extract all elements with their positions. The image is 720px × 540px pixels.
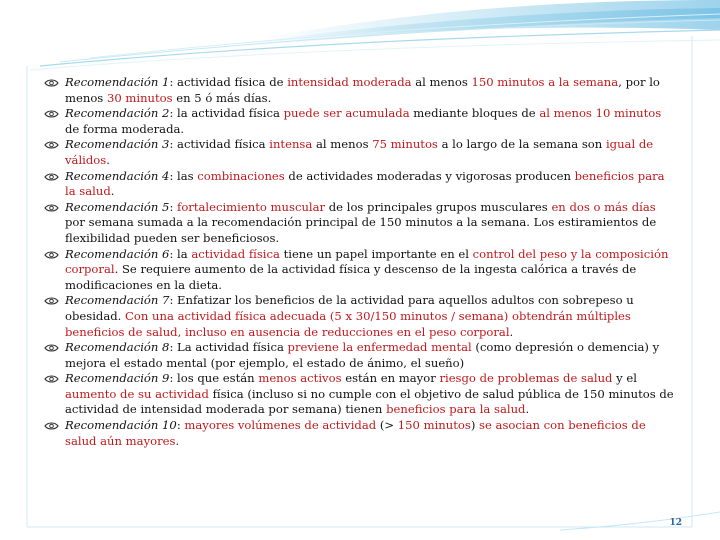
text-segment: : actividad física de <box>169 75 288 89</box>
recommendation-text <box>65 340 659 370</box>
eye-bullet-icon <box>44 109 59 119</box>
text-segment: . Se requiere aumento de la actividad física y descenso de la ingesta calórica a través de modificaciones en la dieta. <box>65 262 637 292</box>
highlighted-text: 150 minutos <box>397 418 471 433</box>
highlighted-text: 75 minutos <box>372 137 438 152</box>
recommendation-label: Recomendación 7 <box>65 293 170 308</box>
text-segment: por semana sumada a la recomendación principal de 150 minutos a la semana. Los estiramientos de flexibilidad pueden ser beneficiosos. <box>65 215 657 245</box>
text-segment: tiene un papel importante en el <box>279 246 473 261</box>
recommendations-content <box>44 75 676 449</box>
text-segment: al menos <box>411 75 472 89</box>
eye-bullet-icon <box>44 343 59 353</box>
recommendation-text <box>65 371 674 416</box>
text-segment: física (incluso si no cumple con el objetivo de salud pública de 150 minutos de actividad de intensidad moderada por semana) tienen <box>65 386 674 417</box>
text-segment: : los que están <box>169 371 259 386</box>
text-segment: de forma moderada. <box>65 121 185 136</box>
text-segment: (> <box>376 418 398 433</box>
highlighted-text: 150 minutos a la semana <box>471 75 619 89</box>
recommendation-label: Recomendación 3 <box>65 137 170 152</box>
recommendation-label: Recomendación 1 <box>65 75 170 89</box>
highlighted-text: igual de válidos <box>65 137 654 167</box>
recommendation-label: Recomendación 5 <box>65 199 170 214</box>
page-number: 12 <box>669 518 682 528</box>
highlighted-text: beneficios para la salud <box>386 402 526 417</box>
recommendation-label: Recomendación 2 <box>65 106 170 121</box>
text-segment: están en mayor <box>341 371 440 386</box>
text-segment: (como depresión o demencia) y mejora el estado mental (por ejemplo, el estado de ánimo, el sueño) <box>65 340 660 370</box>
highlighted-text: al menos 10 minutos <box>539 106 662 121</box>
text-segment: : las <box>169 168 198 183</box>
text-segment: y el <box>612 371 637 386</box>
highlighted-text: puede ser acumulada <box>283 106 410 121</box>
recommendation-item <box>44 106 676 137</box>
recommendation-label: Recomendación 9 <box>65 371 170 386</box>
recommendation-text <box>65 169 665 199</box>
recommendation-text <box>65 75 660 105</box>
recommendation-item <box>44 418 676 449</box>
eye-bullet-icon <box>44 296 59 306</box>
recommendations-list <box>44 75 676 449</box>
text-segment: . <box>175 433 180 448</box>
recommendation-item <box>44 340 676 371</box>
text-segment: al menos <box>312 137 373 152</box>
eye-bullet-icon <box>44 421 59 431</box>
highlighted-text: control del peso y la composición corporal <box>65 246 669 277</box>
text-segment: ) <box>470 418 480 433</box>
text-segment: . <box>509 324 514 339</box>
text-segment: , por lo menos <box>65 75 660 105</box>
recommendation-text <box>65 200 656 245</box>
highlighted-text: combinaciones <box>197 168 285 183</box>
recommendation-item <box>44 293 676 340</box>
eye-bullet-icon <box>44 172 59 182</box>
text-segment: de los principales grupos musculares <box>325 199 552 214</box>
recommendation-item <box>44 75 676 106</box>
highlighted-text: beneficios para la salud <box>65 168 665 199</box>
eye-bullet-icon <box>44 140 59 150</box>
text-segment: . <box>525 402 530 417</box>
recommendation-text <box>65 137 653 167</box>
recommendation-label: Recomendación 4 <box>65 168 170 183</box>
text-segment: en 5 ó más días. <box>172 90 272 105</box>
highlighted-text: menos activos <box>258 371 342 386</box>
highlighted-text: actividad física <box>191 246 280 261</box>
highlighted-text: riesgo de problemas de salud <box>439 371 613 386</box>
highlighted-text: intensidad moderada <box>287 75 412 89</box>
text-segment: mediante bloques de <box>409 106 540 121</box>
eye-bullet-icon <box>44 203 59 213</box>
recommendation-label: Recomendación 6 <box>65 246 170 261</box>
recommendation-item <box>44 169 676 200</box>
text-segment: . <box>106 152 110 167</box>
text-segment: a lo largo de la semana son <box>437 137 606 152</box>
recommendation-text <box>65 247 668 292</box>
recommendation-text <box>65 106 661 136</box>
eye-bullet-icon <box>44 78 59 88</box>
text-segment: : <box>169 199 178 214</box>
highlighted-text: previene la enfermedad mental <box>287 340 472 355</box>
text-segment: : actividad física <box>169 137 270 152</box>
text-segment: : Enfatizar los beneficios de la actividad para aquellos adultos con sobrepeso u obesidad. <box>65 293 634 323</box>
highlighted-text: intensa <box>269 137 313 152</box>
text-segment: : <box>176 418 185 433</box>
text-segment: de actividades moderadas y vigorosas producen <box>284 168 575 183</box>
recommendation-label: Recomendación 10 <box>65 418 177 433</box>
recommendation-item <box>44 247 676 294</box>
highlighted-text: aumento de su actividad <box>65 386 209 401</box>
eye-bullet-icon <box>44 250 59 260</box>
highlighted-text: se asocian con beneficios de salud aún mayores <box>65 418 646 448</box>
recommendation-item <box>44 200 676 247</box>
text-segment: : La actividad física <box>169 340 288 355</box>
text-segment: : la <box>169 246 192 261</box>
highlighted-text: mayores volúmenes de actividad <box>184 418 377 433</box>
highlighted-text: Con una actividad física adecuada (5 x 30/150 minutos / semana) obtendrán múltiples beneficios de salud, incluso en ausencia de reducciones en el peso corporal <box>65 308 631 339</box>
recommendation-item <box>44 137 676 168</box>
recommendation-text <box>65 418 646 448</box>
highlighted-text: 30 minutos <box>106 90 173 105</box>
recommendation-item <box>44 371 676 418</box>
text-segment: . <box>110 184 115 199</box>
highlighted-text: en dos o más días <box>551 199 656 214</box>
text-segment: : la actividad física <box>169 106 284 121</box>
recommendation-text <box>65 293 634 338</box>
eye-bullet-icon <box>44 374 59 384</box>
recommendation-label: Recomendación 8 <box>65 340 170 355</box>
highlighted-text: fortalecimiento muscular <box>177 199 326 214</box>
